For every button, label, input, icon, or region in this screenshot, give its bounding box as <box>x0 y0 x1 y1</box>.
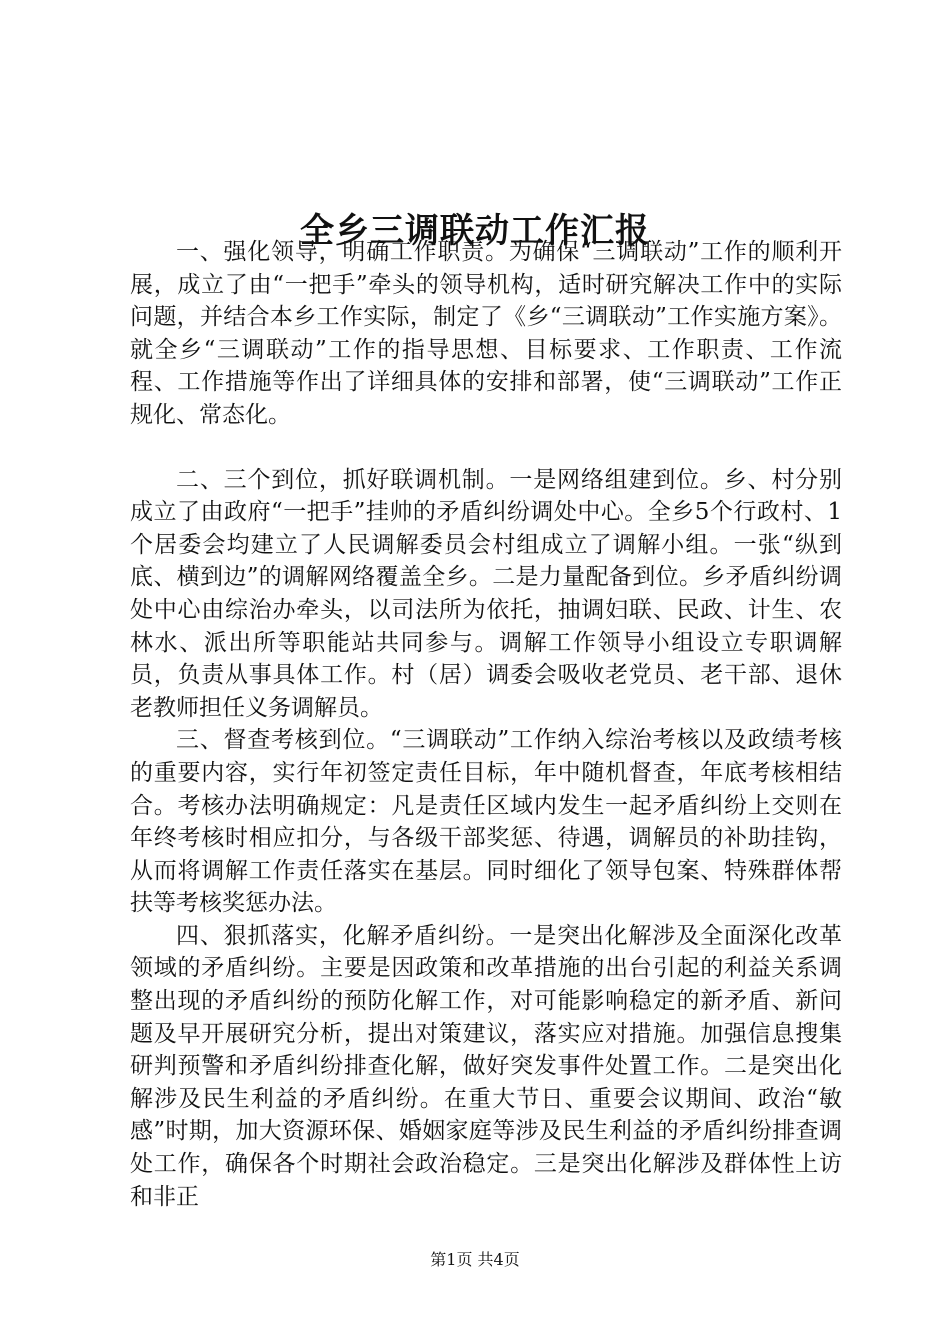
paragraph-4: 四、狠抓落实，化解矛盾纠纷。一是突出化解涉及全面深化改革领域的矛盾纠纷。主要是因政策和改革措施的出台引起的利益关系调整出现的矛盾纠纷的预防化解工作，对可能影响稳定的新矛盾、新问题及早开展研究分析，提出对策建议，落实应对措施。加强信息搜集研判预警和矛盾纠纷排查化解，做好突发事件处置工作。二是突出化解涉及民生利益的矛盾纠纷。在重大节日、重要会议期间、政治“敏感”时期，加大资源环保、婚姻家庭等涉及民生利益的矛盾纠纷排查调处工作，确保各个时期社会政治稳定。三是突出化解涉及群体性上访和非正 <box>130 922 842 1210</box>
paragraph-2: 二、三个到位，抓好联调机制。一是网络组建到位。乡、村分别成立了由政府“一把手”挂帅的矛盾纠纷调处中心。全乡5个行政村、1个居委会均建立了人民调解委员会村组成立了调解小组。一张“纵到底、横到边”的调解网络覆盖全乡。二是力量配备到位。乡矛盾纠纷调处中心由综治办牵头，以司法所为依托，抽调妇联、民政、计生、农林水、派出所等职能站共同参与。调解工作领导小组设立专职调解员，负责从事具体工作。村（居）调委会吸收老党员、老干部、退休老教师担任义务调解员。 <box>130 466 842 721</box>
document-body <box>130 236 842 1213</box>
page-number-footer: 第1页 共4页 <box>430 1250 520 1269</box>
paragraph-3: 三、督查考核到位。“三调联动”工作纳入综治考核以及政绩考核的重要内容，实行年初签定责任目标，年中随机督查，年底考核相结合。考核办法明确规定：凡是责任区域内发生一起矛盾纠纷上交则在年终考核时相应扣分，与各级干部奖惩、待遇，调解员的补助挂钩，从而将调解工作责任落实在基层。同时细化了领导包案、特殊群体帮扶等考核奖惩办法。 <box>130 727 842 917</box>
document-title: 全乡三调联动工作汇报 <box>300 210 650 251</box>
paragraph-1: 一、强化领导，明确工作职责。为确保“三调联动”工作的顺利开展，成立了由“一把手”牵头的领导机构，适时研究解决工作中的实际问题，并结合本乡工作实际，制定了《乡“三调联动”工作实施方案》。就全乡“三调联动”工作的指导思想、目标要求、工作职责、工作流程、工作措施等作出了详细具体的安排和部署，使“三调联动”工作正规化、常态化。 <box>130 239 842 428</box>
